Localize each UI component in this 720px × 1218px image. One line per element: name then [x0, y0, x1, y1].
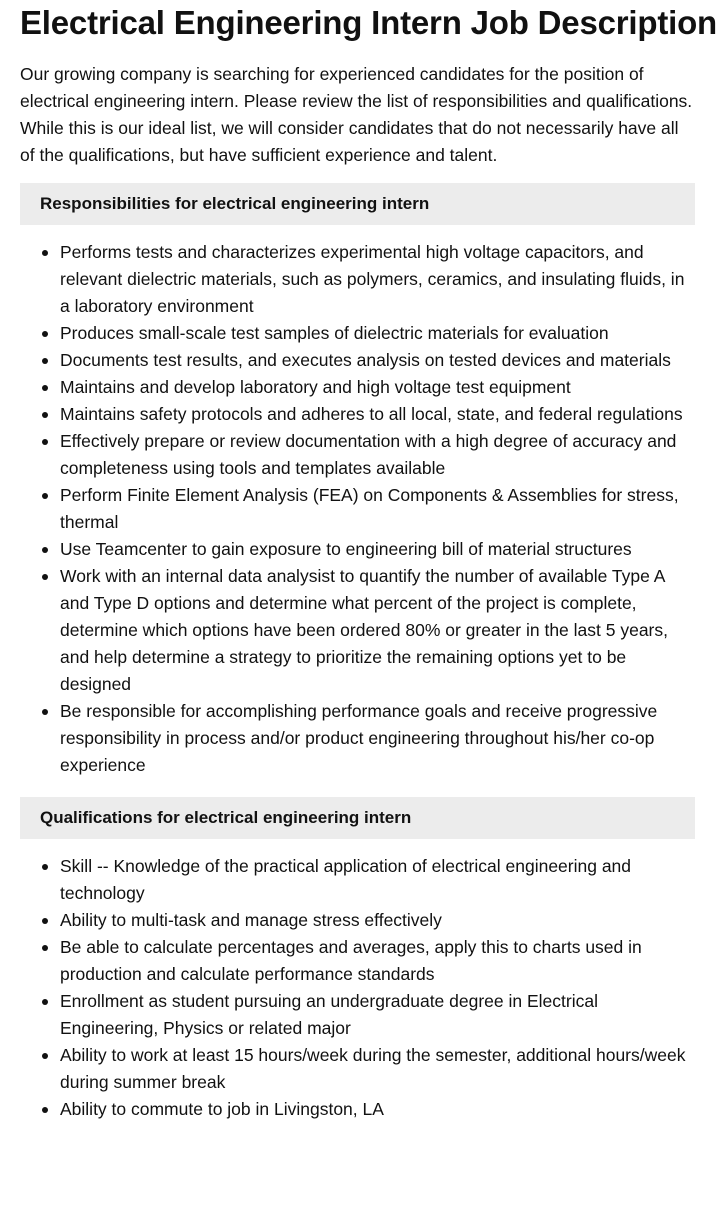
list-item: Performs tests and characterizes experimental high voltage capacitors, and relevant dielectric materials, such as polymers, ceramics, and insulating fluids, in a laboratory environment — [60, 239, 695, 320]
list-item: Documents test results, and executes analysis on tested devices and materials — [60, 347, 695, 374]
list-item: Produces small-scale test samples of dielectric materials for evaluation — [60, 320, 695, 347]
list-item: Be able to calculate percentages and averages, apply this to charts used in production and calculate performance standards — [60, 934, 695, 988]
list-item: Ability to commute to job in Livingston, LA — [60, 1096, 695, 1123]
list-item: Perform Finite Element Analysis (FEA) on Components & Assemblies for stress, thermal — [60, 482, 695, 536]
list-item: Maintains safety protocols and adheres to all local, state, and federal regulations — [60, 401, 695, 428]
intro-paragraph: Our growing company is searching for experienced candidates for the position of electrical engineering intern. Please review the list of responsibilities and qualifications. While this is our ideal list, we will consider candidates that do not necessarily have all of the qualifications, but have sufficient experience and talent. — [20, 64, 693, 165]
list-item: Be responsible for accomplishing performance goals and receive progressive responsibility in process and/or product engineering throughout his/her co-op experience — [60, 698, 695, 779]
list-item: Use Teamcenter to gain exposure to engineering bill of material structures — [60, 536, 695, 563]
qualifications-heading: Qualifications for electrical engineering intern — [20, 797, 695, 839]
list-item: Effectively prepare or review documentation with a high degree of accuracy and completeness using tools and templates available — [60, 428, 695, 482]
responsibilities-list — [20, 239, 695, 779]
qualifications-list — [20, 853, 695, 1123]
responsibilities-heading: Responsibilities for electrical engineering intern — [20, 183, 695, 225]
list-item: Work with an internal data analysist to quantify the number of available Type A and Type D options and determine what percent of the project is complete, determine which options have been ordered 80% or greater in the last 5 years, and help determine a strategy to prioritize the remaining options yet to be designed — [60, 563, 695, 698]
page-title: Electrical Engineering Intern Job Description — [20, 4, 717, 41]
list-item: Maintains and develop laboratory and high voltage test equipment — [60, 374, 695, 401]
list-item: Ability to work at least 15 hours/week during the semester, additional hours/week during summer break — [60, 1042, 695, 1096]
list-item: Ability to multi-task and manage stress effectively — [60, 907, 695, 934]
list-item: Enrollment as student pursuing an undergraduate degree in Electrical Engineering, Physics or related major — [60, 988, 695, 1042]
list-item: Skill -- Knowledge of the practical application of electrical engineering and technology — [60, 853, 695, 907]
